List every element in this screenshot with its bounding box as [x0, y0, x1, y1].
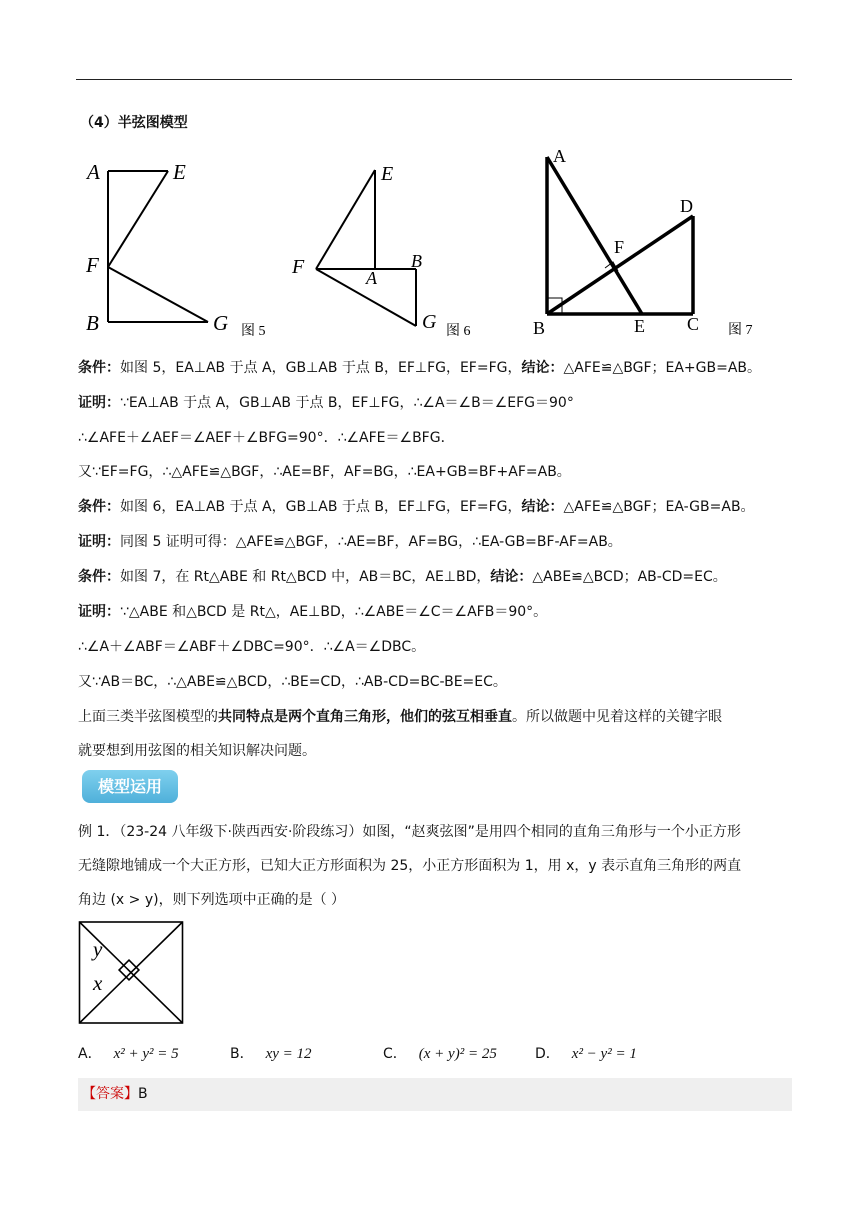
fig7-label-f: F [614, 237, 625, 257]
fig7-label-b: B [533, 318, 546, 338]
condition-text: 如图 6，EA⊥AB 于点 A，GB⊥AB 于点 B，EF⊥FG，EF=FG， [120, 499, 522, 515]
fig6-label-g: G [422, 311, 437, 333]
zhao-shuang-figure [78, 920, 186, 1026]
summary-text-c: 。所以做题中见着这样的关键字眼 [512, 709, 722, 725]
conclusion-label: 结论： [521, 360, 564, 376]
proof-text: 同图 5 证明可得：△AFE≌△BGF，∴AE=BF，AF=BG，∴EA-GB=BF-AF=AB。 [120, 534, 622, 550]
condition-label: 条件： [78, 499, 120, 515]
condition-text: 如图 5，EA⊥AB 于点 A，GB⊥AB 于点 B，EF⊥FG，EF=FG， [120, 360, 522, 376]
condition-label: 条件： [78, 569, 120, 585]
answer-value: B [138, 1086, 148, 1102]
header-rule [76, 79, 792, 80]
fig5-label-g: G [213, 311, 229, 335]
summary-line2: 就要想到用弦图的相关知识解决问题。 [78, 743, 316, 759]
summary-text-a: 上面三类半弦图模型的 [78, 709, 218, 725]
proof-label: 证明： [78, 534, 120, 550]
example-line3: 角边 (x > y)，则下列选项中正确的是（ ） [78, 892, 346, 908]
option-math: xy = 12 [265, 1046, 312, 1062]
condition-fig7 [78, 566, 727, 586]
fig7-caption: 图 7 [728, 323, 753, 338]
condition-label: 条件： [78, 360, 120, 376]
fig7-label-c: C [687, 314, 700, 334]
option-letter: D． [535, 1046, 560, 1062]
proof-fig5-line2: ∴∠AFE＋∠AEF＝∠AEF＋∠BFG=90°．∴∠AFE＝∠BFG． [78, 430, 455, 446]
answer-box [78, 1078, 792, 1111]
option-b[interactable] [230, 1043, 312, 1063]
proof-text: ∵△ABE 和△BCD 是 Rt△，AE⊥BD，∴∠ABE＝∠C＝∠AFB＝90°。 [120, 604, 548, 620]
condition-text: 如图 7，在 Rt△ABE 和 Rt△BCD 中，AB＝BC，AE⊥BD， [120, 569, 491, 585]
fig5-label-b: B [86, 311, 99, 335]
figure-7 [525, 140, 785, 340]
option-d[interactable] [535, 1043, 637, 1063]
proof-fig7-line2: ∴∠A＋∠ABF＝∠ABF＋∠DBC=90°．∴∠A＝∠DBC。 [78, 639, 426, 655]
conclusion-text: △AFE≌△BGF；EA+GB=AB。 [563, 360, 762, 376]
figure-6 [285, 150, 485, 340]
summary-emphasis: 共同特点是两个直角三角形，他们的弦互相垂直 [218, 709, 512, 725]
option-a[interactable] [78, 1043, 179, 1063]
proof-fig5-line3: 又∵EF=FG，∴△AFE≌△BGF，∴AE=BF，AF=BG，∴EA+GB=BF+AF=AB。 [78, 464, 571, 480]
option-c[interactable] [383, 1043, 497, 1063]
option-letter: A． [78, 1046, 102, 1062]
fig5-caption: 图 5 [241, 324, 266, 339]
proof-fig5-line1 [78, 392, 574, 412]
fig6-label-b: B [411, 251, 422, 271]
fig7-label-d: D [680, 196, 693, 216]
fig6-label-a: A [366, 268, 377, 288]
option-math: x² − y² = 1 [571, 1046, 637, 1062]
conclusion-label: 结论： [521, 499, 564, 515]
summary-line1 [78, 706, 722, 726]
option-letter: C． [383, 1046, 407, 1062]
fig7-label-e: E [634, 316, 645, 336]
option-math: x² + y² = 5 [113, 1046, 179, 1062]
proof-label: 证明： [78, 604, 120, 620]
fig6-caption: 图 6 [446, 324, 471, 339]
fig-label-x: x [93, 971, 103, 995]
proof-label: 证明： [78, 395, 120, 411]
fig-label-y: y [93, 937, 103, 961]
fig6-label-f: F [292, 256, 305, 278]
model-application-badge: 模型运用 [82, 770, 178, 803]
fig6-label-e: E [381, 163, 394, 185]
section-heading: （4）半弦图模型 [80, 115, 188, 131]
figure-5 [80, 150, 280, 340]
condition-fig6 [78, 496, 755, 516]
fig5-label-f: F [86, 253, 99, 277]
condition-fig5 [78, 357, 761, 377]
fig5-label-a: A [87, 160, 100, 184]
option-letter: B． [230, 1046, 254, 1062]
proof-fig7-line3: 又∵AB＝BC，∴△ABE≌△BCD，∴BE=CD，∴AB-CD=BC-BE=EC。 [78, 674, 507, 690]
option-math: (x + y)² = 25 [418, 1046, 497, 1062]
proof-fig7-line1 [78, 601, 547, 621]
conclusion-text: △ABE≌△BCD；AB-CD=EC。 [532, 569, 727, 585]
proof-text: ∵EA⊥AB 于点 A，GB⊥AB 于点 B，EF⊥FG，∴∠A＝∠B＝∠EFG＝90° [120, 395, 574, 411]
answer-tag: 【答案】 [82, 1086, 138, 1102]
fig5-label-e: E [173, 160, 186, 184]
proof-fig6 [78, 531, 622, 551]
example-line2: 无缝隙地铺成一个大正方形，已知大正方形面积为 25，小正方形面积为 1，用 x，y 表示直角三角形的两直 [78, 858, 742, 874]
example-line1: 例 1．（23-24 八年级下·陕西西安·阶段练习）如图，“赵爽弦图”是用四个相同的直角三角形与一个小正方形 [78, 824, 741, 840]
fig7-label-a: A [553, 146, 566, 166]
conclusion-label: 结论： [490, 569, 533, 585]
conclusion-text: △AFE≌△BGF；EA-GB=AB。 [563, 499, 755, 515]
